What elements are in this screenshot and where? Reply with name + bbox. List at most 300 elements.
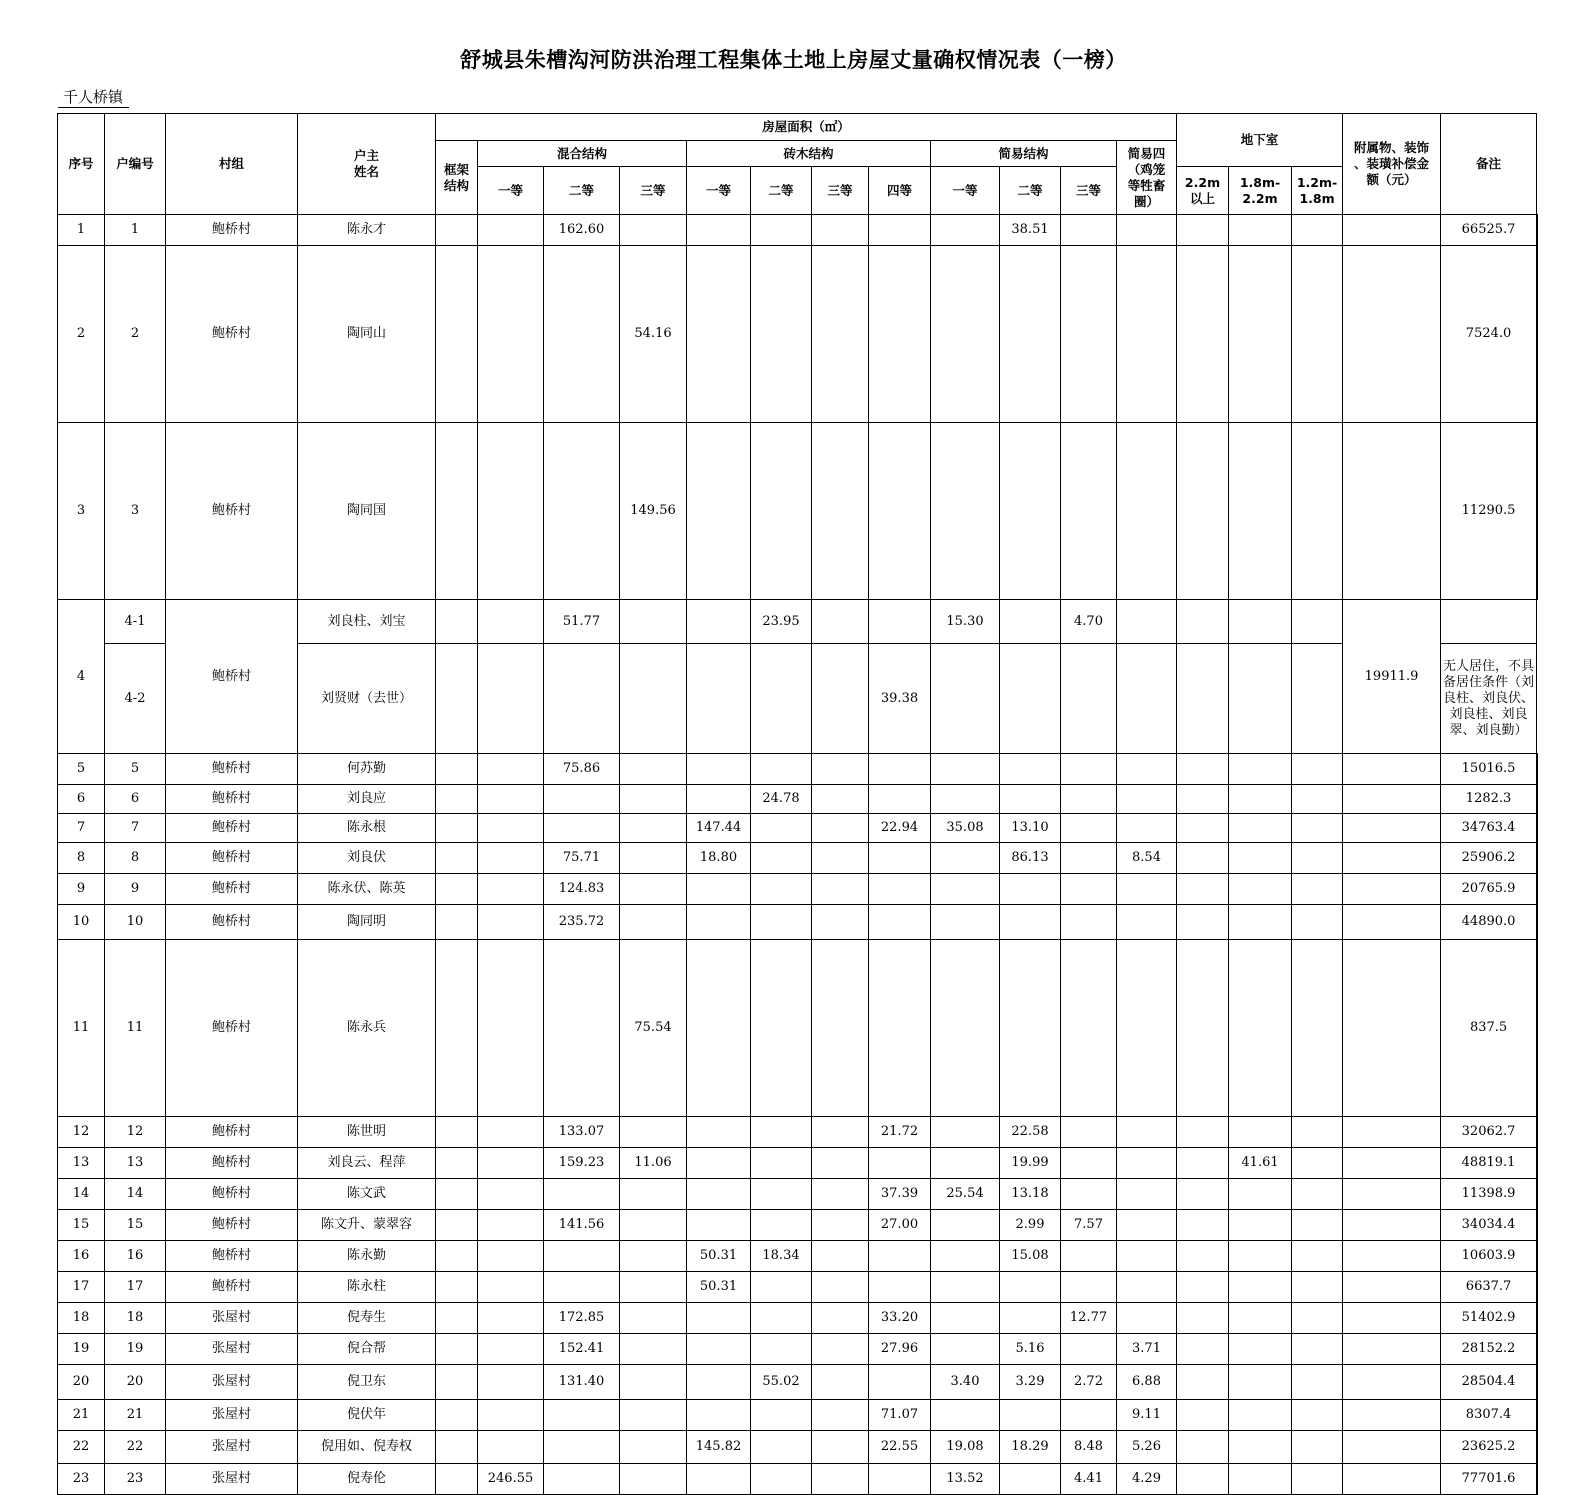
cell-household-no: 9 — [105, 874, 166, 905]
cell-area — [1177, 1365, 1229, 1400]
cell-area: 141.56 — [544, 1210, 620, 1241]
cell-area — [436, 874, 478, 905]
cell-area — [812, 814, 869, 843]
cell-area — [812, 1148, 869, 1179]
cell-area: 22.55 — [869, 1431, 931, 1464]
cell-area — [436, 754, 478, 785]
cell-area — [1000, 246, 1061, 423]
cell-village: 鲍桥村 — [166, 215, 298, 246]
cell-area — [1292, 1464, 1343, 1495]
cell-area: 75.54 — [620, 940, 687, 1117]
cell-area — [1229, 843, 1292, 874]
cell-area — [1292, 874, 1343, 905]
cell-area — [478, 843, 544, 874]
cell-area — [1229, 1400, 1292, 1431]
cell-household-no: 10 — [105, 905, 166, 940]
cell-area: 37.39 — [869, 1179, 931, 1210]
cell-owner: 陈文升、蒙翠容 — [298, 1210, 436, 1241]
cell-area — [1177, 215, 1229, 246]
cell-area — [812, 1365, 869, 1400]
cell-area — [1117, 600, 1177, 644]
cell-area — [931, 644, 1000, 754]
cell-household-no: 11 — [105, 940, 166, 1117]
cell-area — [1117, 814, 1177, 843]
cell-area — [1343, 1241, 1441, 1272]
cell-seq: 17 — [58, 1272, 105, 1303]
cell-area — [1292, 1365, 1343, 1400]
cell-village: 鲍桥村 — [166, 600, 298, 754]
cell-area — [478, 1400, 544, 1431]
cell-area: 2.72 — [1061, 1365, 1117, 1400]
cell-area — [478, 644, 544, 754]
header-attach — [1343, 114, 1441, 215]
cell-area — [687, 1464, 751, 1495]
cell-area — [751, 246, 812, 423]
cell-owner: 刘良柱、刘宝 — [298, 600, 436, 644]
cell-area — [1177, 940, 1229, 1117]
cell-area — [620, 1464, 687, 1495]
cell-area — [1000, 1464, 1061, 1495]
cell-area — [478, 1365, 544, 1400]
cell-area — [620, 1210, 687, 1241]
cell-area: 23.95 — [751, 600, 812, 644]
cell-amount: 15016.5 — [1441, 754, 1537, 785]
cell-area — [436, 423, 478, 600]
cell-remark — [1537, 1117, 1538, 1148]
cell-seq: 8 — [58, 843, 105, 874]
cell-seq: 6 — [58, 785, 105, 814]
cell-village: 鲍桥村 — [166, 423, 298, 600]
cell-area — [751, 1334, 812, 1365]
cell-area — [620, 843, 687, 874]
cell-amount: 20765.9 — [1441, 874, 1537, 905]
cell-area — [544, 1272, 620, 1303]
cell-area — [751, 1272, 812, 1303]
cell-area — [751, 215, 812, 246]
cell-area — [1229, 814, 1292, 843]
cell-household-no: 19 — [105, 1334, 166, 1365]
cell-village: 鲍桥村 — [166, 1179, 298, 1210]
cell-area — [931, 1334, 1000, 1365]
cell-area: 55.02 — [751, 1365, 812, 1400]
cell-area — [544, 785, 620, 814]
cell-area: 8.54 — [1117, 843, 1177, 874]
cell-area — [1061, 1241, 1117, 1272]
cell-owner: 倪寿伦 — [298, 1464, 436, 1495]
cell-area — [751, 423, 812, 600]
cell-area — [1292, 215, 1343, 246]
cell-area — [1292, 1210, 1343, 1241]
cell-area — [1177, 1431, 1229, 1464]
cell-area — [544, 940, 620, 1117]
cell-area — [812, 215, 869, 246]
cell-area — [1343, 905, 1441, 940]
cell-area — [1117, 1272, 1177, 1303]
cell-area — [620, 1241, 687, 1272]
cell-owner: 何苏勤 — [298, 754, 436, 785]
table-row — [58, 814, 1538, 843]
cell-area — [1229, 1179, 1292, 1210]
cell-area — [1292, 1117, 1343, 1148]
cell-amount: 19911.9 — [1343, 600, 1441, 754]
cell-area — [1292, 785, 1343, 814]
cell-area — [869, 754, 931, 785]
cell-area — [1229, 215, 1292, 246]
cell-area — [1177, 1210, 1229, 1241]
header-mixed: 混合结构 — [478, 141, 687, 167]
cell-area — [620, 1334, 687, 1365]
cell-area — [931, 905, 1000, 940]
table-row — [58, 1210, 1538, 1241]
cell-area — [1061, 905, 1117, 940]
cell-area — [812, 423, 869, 600]
cell-area — [1343, 1179, 1441, 1210]
cell-area: 3.40 — [931, 1365, 1000, 1400]
header-grade: 三等 — [1061, 167, 1117, 215]
cell-remark — [1537, 1365, 1538, 1400]
cell-area — [1000, 600, 1061, 644]
cell-area — [478, 785, 544, 814]
cell-area — [1117, 1117, 1177, 1148]
cell-area — [869, 1365, 931, 1400]
cell-area — [751, 1148, 812, 1179]
cell-owner: 倪伏年 — [298, 1400, 436, 1431]
cell-area — [436, 1400, 478, 1431]
cell-remark — [1537, 1148, 1538, 1179]
cell-area — [1343, 1400, 1441, 1431]
cell-village: 鲍桥村 — [166, 1241, 298, 1272]
cell-area — [1061, 644, 1117, 754]
cell-area: 8.48 — [1061, 1431, 1117, 1464]
table-row — [58, 1272, 1538, 1303]
cell-area — [751, 1117, 812, 1148]
cell-area — [1061, 1148, 1117, 1179]
cell-remark — [1537, 785, 1538, 814]
cell-remark — [1537, 874, 1538, 905]
cell-area — [931, 423, 1000, 600]
cell-area — [620, 1117, 687, 1148]
cell-area — [687, 1210, 751, 1241]
header-simple4 — [1117, 141, 1177, 215]
cell-area: 75.86 — [544, 754, 620, 785]
cell-area — [620, 785, 687, 814]
cell-area — [1177, 1303, 1229, 1334]
cell-area — [812, 1241, 869, 1272]
cell-village: 鲍桥村 — [166, 843, 298, 874]
cell-area — [620, 600, 687, 644]
cell-area — [1229, 1272, 1292, 1303]
cell-remark — [1537, 1241, 1538, 1272]
cell-remark — [1537, 1464, 1538, 1495]
cell-area — [1177, 814, 1229, 843]
cell-area — [812, 1431, 869, 1464]
cell-amount: 11398.9 — [1441, 1179, 1537, 1210]
cell-area — [687, 785, 751, 814]
cell-area — [1000, 940, 1061, 1117]
cell-area — [1229, 940, 1292, 1117]
cell-area — [1117, 785, 1177, 814]
cell-area — [751, 1303, 812, 1334]
cell-area — [1343, 1272, 1441, 1303]
cell-amount: 6637.7 — [1441, 1272, 1537, 1303]
cell-area — [1229, 905, 1292, 940]
cell-area — [687, 1365, 751, 1400]
cell-area — [1292, 1303, 1343, 1334]
cell-area — [1292, 1272, 1343, 1303]
cell-area — [1117, 1241, 1177, 1272]
cell-area — [1292, 814, 1343, 843]
housing-table — [57, 113, 1538, 1495]
cell-area: 27.00 — [869, 1210, 931, 1241]
cell-area — [1177, 905, 1229, 940]
cell-area — [1177, 785, 1229, 814]
cell-area — [620, 1179, 687, 1210]
cell-remark — [1537, 246, 1538, 423]
cell-area — [1229, 1334, 1292, 1365]
header-area: 房屋面积（㎡） — [436, 114, 1177, 141]
cell-area — [436, 1148, 478, 1179]
cell-area — [544, 814, 620, 843]
cell-remark — [1537, 1303, 1538, 1334]
cell-area — [1177, 1241, 1229, 1272]
cell-amount: 48819.1 — [1441, 1148, 1537, 1179]
cell-area — [1292, 1431, 1343, 1464]
cell-area — [620, 814, 687, 843]
cell-remark — [1537, 1400, 1538, 1431]
cell-area — [1229, 246, 1292, 423]
header-basement-sub — [1229, 167, 1292, 215]
table-row — [58, 1400, 1538, 1431]
cell-household-no: 4-1 — [105, 600, 166, 644]
cell-household-no: 5 — [105, 754, 166, 785]
cell-area — [1000, 1272, 1061, 1303]
table-row — [58, 1148, 1538, 1179]
table-row — [58, 1365, 1538, 1400]
header-grade: 四等 — [869, 167, 931, 215]
cell-village: 鲍桥村 — [166, 754, 298, 785]
cell-area — [1343, 754, 1441, 785]
cell-seq: 16 — [58, 1241, 105, 1272]
cell-owner: 陈永才 — [298, 215, 436, 246]
cell-area — [1229, 600, 1292, 644]
cell-area — [544, 644, 620, 754]
cell-area: 21.72 — [869, 1117, 931, 1148]
cell-area — [869, 423, 931, 600]
header-basement-sub — [1292, 167, 1343, 215]
cell-area — [1061, 1400, 1117, 1431]
cell-area: 124.83 — [544, 874, 620, 905]
header-grade: 二等 — [751, 167, 812, 215]
cell-area — [1117, 754, 1177, 785]
cell-area — [1000, 905, 1061, 940]
cell-area — [931, 1303, 1000, 1334]
cell-area: 4.29 — [1117, 1464, 1177, 1495]
cell-household-no: 18 — [105, 1303, 166, 1334]
cell-household-no: 8 — [105, 843, 166, 874]
cell-household-no: 16 — [105, 1241, 166, 1272]
cell-area — [478, 1210, 544, 1241]
cell-area — [620, 1272, 687, 1303]
cell-area — [931, 1117, 1000, 1148]
cell-area — [931, 1400, 1000, 1431]
cell-seq: 12 — [58, 1117, 105, 1148]
cell-area — [1343, 246, 1441, 423]
cell-area — [869, 1464, 931, 1495]
cell-area — [478, 754, 544, 785]
cell-area — [687, 1400, 751, 1431]
cell-area — [1177, 644, 1229, 754]
cell-area — [1177, 1148, 1229, 1179]
cell-household-no: 7 — [105, 814, 166, 843]
header-grade: 三等 — [620, 167, 687, 215]
cell-area — [687, 644, 751, 754]
cell-area — [687, 1334, 751, 1365]
header-owner-text: 户主 姓名 — [353, 148, 379, 179]
cell-village: 鲍桥村 — [166, 814, 298, 843]
cell-area — [812, 1272, 869, 1303]
cell-area — [812, 1464, 869, 1495]
cell-area — [436, 785, 478, 814]
cell-area — [1000, 1303, 1061, 1334]
cell-area — [751, 1400, 812, 1431]
cell-area — [1061, 1334, 1117, 1365]
cell-area — [687, 423, 751, 600]
cell-area — [1000, 423, 1061, 600]
cell-area — [812, 874, 869, 905]
cell-area: 51.77 — [544, 600, 620, 644]
cell-household-no: 23 — [105, 1464, 166, 1495]
cell-area — [436, 600, 478, 644]
cell-amount: 34034.4 — [1441, 1210, 1537, 1241]
header-basement-sub — [1177, 167, 1229, 215]
cell-area — [478, 246, 544, 423]
cell-area — [478, 600, 544, 644]
cell-village: 张屋村 — [166, 1365, 298, 1400]
cell-area — [1292, 905, 1343, 940]
cell-seq: 15 — [58, 1210, 105, 1241]
cell-area: 2.99 — [1000, 1210, 1061, 1241]
cell-area — [478, 1179, 544, 1210]
cell-area — [436, 1464, 478, 1495]
table-row — [58, 785, 1538, 814]
cell-owner: 陈永兵 — [298, 940, 436, 1117]
header-village: 村组 — [166, 114, 298, 215]
cell-area — [1292, 1241, 1343, 1272]
cell-seq: 10 — [58, 905, 105, 940]
cell-area — [620, 874, 687, 905]
cell-area — [751, 905, 812, 940]
cell-area — [1292, 754, 1343, 785]
cell-owner: 倪用如、倪寿权 — [298, 1431, 436, 1464]
cell-area — [1177, 246, 1229, 423]
cell-amount: 44890.0 — [1441, 905, 1537, 940]
cell-village: 鲍桥村 — [166, 1210, 298, 1241]
cell-area — [1343, 814, 1441, 843]
cell-remark — [1537, 814, 1538, 843]
cell-area: 19.08 — [931, 1431, 1000, 1464]
table-row — [58, 754, 1538, 785]
cell-household-no: 21 — [105, 1400, 166, 1431]
cell-area — [620, 215, 687, 246]
cell-area — [1117, 905, 1177, 940]
cell-owner: 陶同明 — [298, 905, 436, 940]
cell-seq: 21 — [58, 1400, 105, 1431]
cell-area — [1229, 1241, 1292, 1272]
cell-area — [1229, 423, 1292, 600]
cell-area — [1343, 1210, 1441, 1241]
cell-seq: 23 — [58, 1464, 105, 1495]
cell-remark — [1537, 940, 1538, 1117]
cell-area — [1229, 1303, 1292, 1334]
header-frame — [436, 141, 478, 215]
cell-area — [869, 1148, 931, 1179]
cell-area: 5.16 — [1000, 1334, 1061, 1365]
cell-area — [931, 874, 1000, 905]
cell-area: 7.57 — [1061, 1210, 1117, 1241]
header-household-no: 户编号 — [105, 114, 166, 215]
cell-owner: 陈世明 — [298, 1117, 436, 1148]
cell-area — [812, 905, 869, 940]
cell-area — [1117, 1303, 1177, 1334]
page-title: 舒城县朱槽沟河防洪治理工程集体土地上房屋丈量确权情况表（一榜） — [460, 48, 1127, 72]
cell-owner: 陶同国 — [298, 423, 436, 600]
cell-area — [1117, 423, 1177, 600]
town-name: 千人桥镇 — [58, 88, 129, 108]
cell-household-no: 6 — [105, 785, 166, 814]
cell-village: 鲍桥村 — [166, 1148, 298, 1179]
table-row — [58, 246, 1538, 423]
cell-area — [1343, 1365, 1441, 1400]
cell-area — [1000, 785, 1061, 814]
cell-area — [1292, 1179, 1343, 1210]
cell-area — [1343, 874, 1441, 905]
cell-area — [931, 785, 1000, 814]
cell-area — [436, 814, 478, 843]
cell-area — [869, 874, 931, 905]
cell-area — [1061, 246, 1117, 423]
cell-owner: 倪寿生 — [298, 1303, 436, 1334]
cell-area: 38.51 — [1000, 215, 1061, 246]
cell-village: 鲍桥村 — [166, 785, 298, 814]
cell-area — [436, 246, 478, 423]
cell-area — [869, 1241, 931, 1272]
cell-area — [751, 814, 812, 843]
cell-household-no: 1 — [105, 215, 166, 246]
cell-area — [544, 1431, 620, 1464]
cell-remark — [1537, 1272, 1538, 1303]
cell-area: 50.31 — [687, 1272, 751, 1303]
cell-area — [1292, 1148, 1343, 1179]
cell-area: 19.99 — [1000, 1148, 1061, 1179]
cell-area: 27.96 — [869, 1334, 931, 1365]
cell-amount: 28152.2 — [1441, 1334, 1537, 1365]
cell-village: 鲍桥村 — [166, 905, 298, 940]
cell-area — [478, 814, 544, 843]
cell-area — [869, 905, 931, 940]
cell-area — [436, 1210, 478, 1241]
cell-area — [1343, 940, 1441, 1117]
cell-seq: 19 — [58, 1334, 105, 1365]
cell-area: 3.71 — [1117, 1334, 1177, 1365]
cell-area — [687, 246, 751, 423]
cell-area — [1229, 874, 1292, 905]
cell-owner: 刘良伏 — [298, 843, 436, 874]
cell-area — [1292, 1334, 1343, 1365]
cell-area — [436, 1431, 478, 1464]
cell-area — [436, 1179, 478, 1210]
cell-remark — [1537, 215, 1538, 246]
cell-village: 张屋村 — [166, 1464, 298, 1495]
